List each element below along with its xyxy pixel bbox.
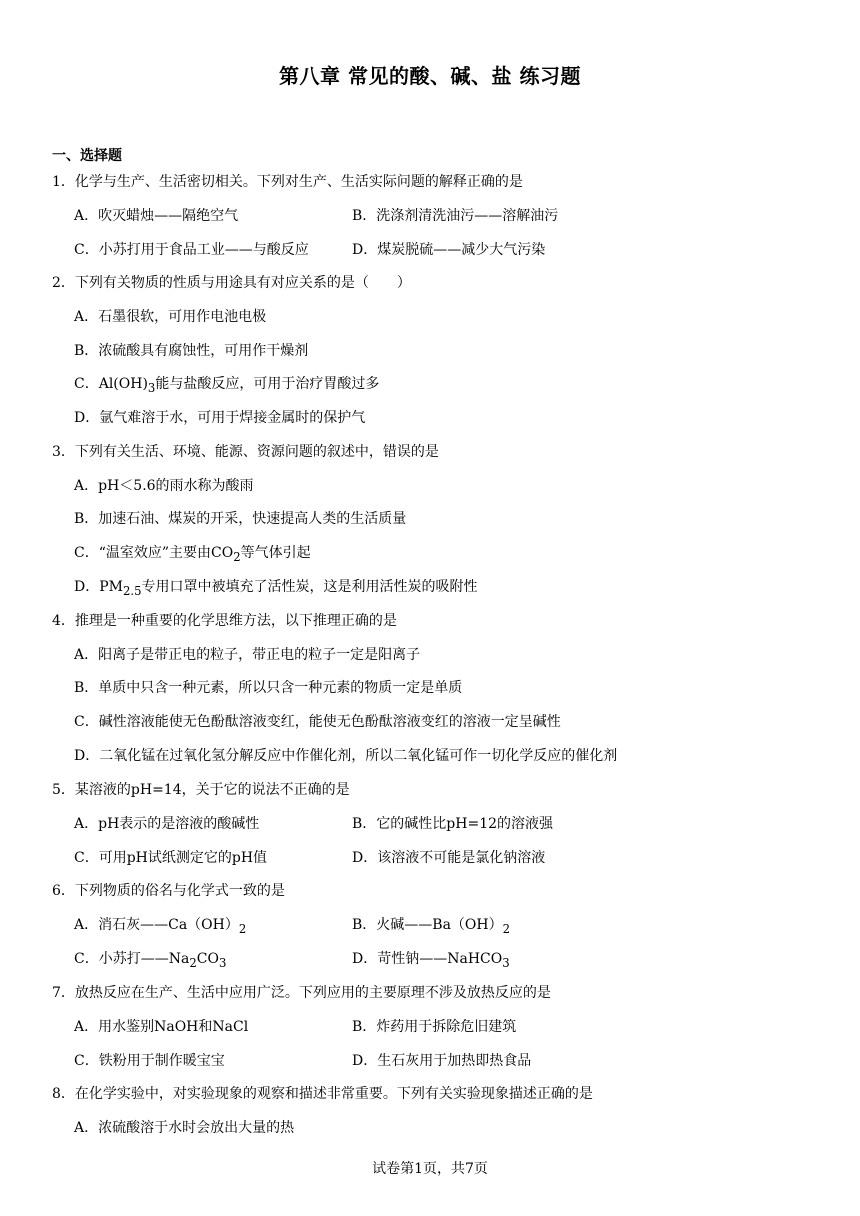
question-1-option-a: A．吹灭蜡烛——隔绝空气 bbox=[74, 208, 239, 224]
question-3-option-d: D．$PM_{2.5}$专用口罩中被填充了活性炭，这是利用活性炭的吸附性 bbox=[74, 579, 478, 598]
question-2-stem: 2．下列有关物质的性质与用途具有对应关系的是（ ） bbox=[52, 275, 411, 291]
question-2-option-b: B．浓硫酸具有腐蚀性，可用作干燥剂 bbox=[74, 343, 309, 359]
question-7-option-d: D．生石灰用于加热即热食品 bbox=[352, 1053, 532, 1069]
question-5-option-b: B．它的碱性比pH=12的溶液强 bbox=[352, 816, 554, 832]
question-3-option-b: B．加速石油、煤炭的开采，快速提高人类的生活质量 bbox=[74, 511, 407, 527]
question-4-option-a: A．阳离子是带正电的粒子，带正电的粒子一定是阳离子 bbox=[74, 647, 421, 663]
question-1-option-c: C．小苏打用于食品工业——与酸反应 bbox=[74, 242, 309, 258]
page-title: 第八章 常见的酸、碱、盐 练习题 bbox=[279, 64, 581, 88]
section-heading: 一、选择题 bbox=[52, 148, 122, 164]
question-8-stem: 8．在化学实验中，对实验现象的观察和描述非常重要。下列有关实验现象描述正确的是 bbox=[52, 1086, 593, 1102]
question-6-stem: 6．下列物质的俗名与化学式一致的是 bbox=[52, 883, 285, 899]
question-2-option-c: C．$Al(OH)_3$能与盐酸反应，可用于治疗胃酸过多 bbox=[74, 376, 380, 395]
question-5-option-d: D．该溶液不可能是氯化钠溶液 bbox=[352, 850, 546, 866]
question-5-stem: 5．某溶液的pH=14，关于它的说法不正确的是 bbox=[52, 782, 350, 798]
question-5-option-c: C．可用pH试纸测定它的pH值 bbox=[74, 850, 268, 866]
question-7-option-b: B．炸药用于拆除危旧建筑 bbox=[352, 1019, 517, 1035]
question-4-option-b: B．单质中只含一种元素，所以只含一种元素的物质一定是单质 bbox=[74, 680, 463, 696]
question-1-option-d: D．煤炭脱硫——减少大气污染 bbox=[352, 242, 546, 258]
question-7-option-a: A．用水鉴别NaOH和NaCl bbox=[74, 1019, 249, 1035]
question-2-option-d: D．氩气难溶于水，可用于焊接金属时的保护气 bbox=[74, 410, 366, 426]
question-6-option-c: C．小苏打$——Na_2CO_3$ bbox=[74, 951, 227, 970]
question-4-option-d: D．二氧化锰在过氧化氢分解反应中作催化剂，所以二氧化锰可作一切化学反应的催化剂 bbox=[74, 748, 618, 764]
question-3-stem: 3．下列有关生活、环境、能源、资源问题的叙述中，错误的是 bbox=[52, 444, 439, 460]
question-3-option-a: A．pH＜5.6的雨水称为酸雨 bbox=[74, 478, 254, 494]
question-6-option-a: A．消石灰$——Ca(OH)_2$ bbox=[74, 917, 247, 936]
question-2-option-a: A．石墨很软，可用作电池电极 bbox=[74, 309, 267, 325]
page-footer: 试卷第1页，共7页 bbox=[372, 1161, 488, 1177]
question-8-option-a: A．浓硫酸溶于水时会放出大量的热 bbox=[74, 1120, 295, 1136]
question-3-option-c: C．“温室效应”主要由$CO_2$等气体引起 bbox=[74, 545, 311, 564]
question-7-option-c: C．铁粉用于制作暖宝宝 bbox=[74, 1053, 225, 1069]
question-4-stem: 4．推理是一种重要的化学思维方法，以下推理正确的是 bbox=[52, 613, 397, 629]
question-7-stem: 7．放热反应在生产、生活中应用广泛。下列应用的主要原理不涉及放热反应的是 bbox=[52, 985, 551, 1001]
question-5-option-a: A．pH表示的是溶液的酸碱性 bbox=[74, 816, 260, 832]
question-6-option-b: B．火碱$——Ba(OH)_2$ bbox=[352, 917, 511, 936]
question-4-option-c: C．碱性溶液能使无色酚酞溶液变红，能使无色酚酞溶液变红的溶液一定呈碱性 bbox=[74, 714, 561, 730]
question-6-option-d: D．苛性钠——NaHCO$_3$ bbox=[352, 951, 510, 970]
question-1-stem: 1．化学与生产、生活密切相关。下列对生产、生活实际问题的解释正确的是 bbox=[52, 174, 523, 190]
question-1-option-b: B．洗涤剂清洗油污——溶解油污 bbox=[352, 208, 559, 224]
